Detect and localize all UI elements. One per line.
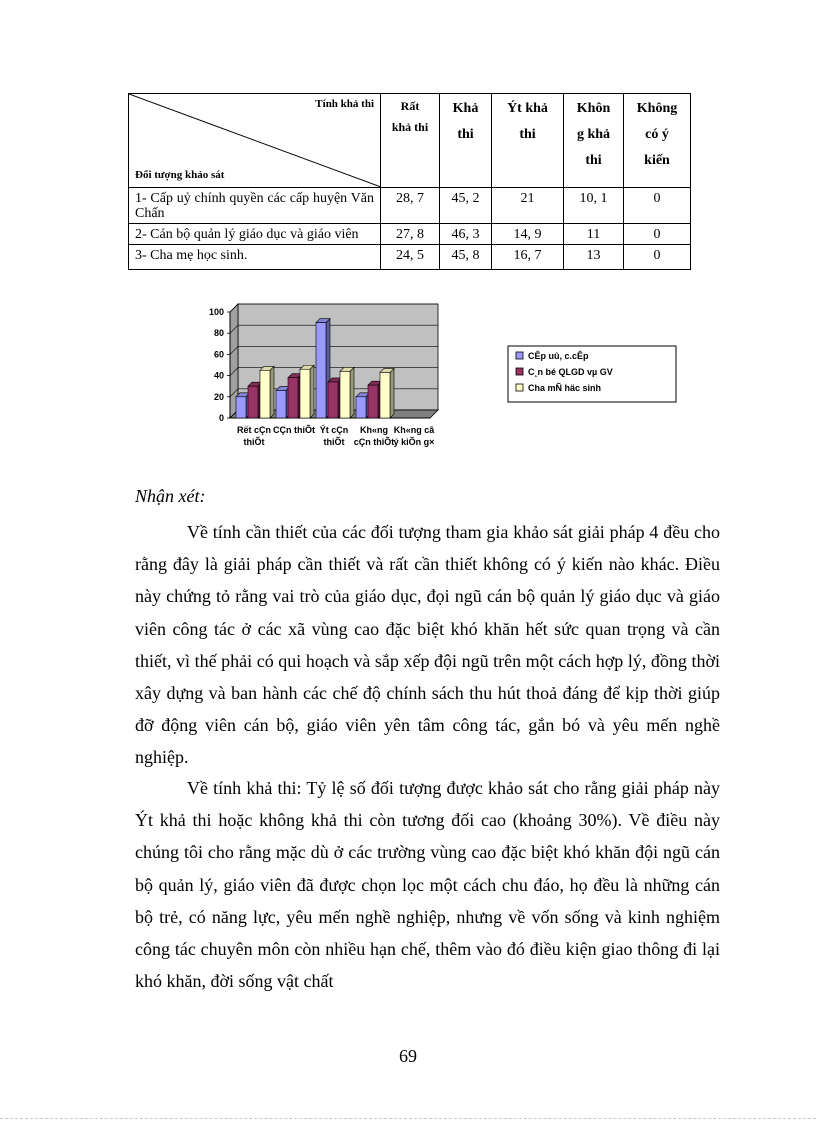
column-header-feasible: Khả thi xyxy=(440,94,492,188)
table-cell: 21 xyxy=(492,188,564,224)
table-cell: 45, 8 xyxy=(440,245,492,270)
table-row xyxy=(129,188,691,224)
table-row xyxy=(129,224,691,245)
y-tick-label: 40 xyxy=(213,370,224,381)
table-cell: 46, 3 xyxy=(440,224,492,245)
row-label: 3- Cha mẹ học sinh. xyxy=(129,245,381,270)
legend-label-1: C¸n bé QLGD vµ GV xyxy=(528,367,613,377)
bar-series0-cat3 xyxy=(356,397,366,418)
bar-side-2-0 xyxy=(270,366,274,418)
column-header-no-opinion: Không có ý kiến xyxy=(624,94,691,188)
page-number: 69 xyxy=(399,1046,417,1066)
y-tick-label: 20 xyxy=(213,391,224,402)
bar-side-2-2 xyxy=(350,367,354,418)
legend-swatch-0 xyxy=(516,352,523,359)
note-heading: Nhận xét: xyxy=(135,486,206,506)
bar-series1-cat3 xyxy=(368,385,378,418)
column-header-very-feasible: Rất khả thi xyxy=(381,94,440,188)
corner-top-label: Tính khả thi xyxy=(315,98,374,110)
paragraph-necessity: Về tính cần thiết của các đối tượng tham gia khảo sát giải pháp 4 đều cho rằng đây là giải pháp cần thiết và rất cần thiết không có ý kiến nào khác. Điều này chứng tỏ rằng vai trò của giáo dục, đọi ngũ cán bộ quản lý giáo dục và giáo viên công tác ở các xã vùng cao đặc biệt khó khăn hết sức quan trọng và cần thiết, vì thế phải có qui hoạch và sắp xếp đội ngũ trên một cách hợp lý, đồng thời xây dựng và ban hành các chế độ chính sách thu hút thoả đáng để kịp thời giúp đỡ động viên cán bộ, giáo viên yên tâm công tác, gắn bó và yêu mến nghề nghiệp. xyxy=(135,522,720,768)
row-label: 2- Cán bộ quản lý giáo dục và giáo viên xyxy=(129,224,381,245)
x-tick-label: cÇn thiÕt xyxy=(353,437,395,447)
column-header-not-feasible: Khôn g khả thi xyxy=(564,94,624,188)
page-bottom-edge xyxy=(0,1118,816,1119)
legend-swatch-2 xyxy=(516,384,523,391)
x-tick-label: CÇn thiÕt xyxy=(273,425,315,435)
x-tick-label: thiÕt xyxy=(323,437,345,447)
y-tick-label: 100 xyxy=(208,307,224,317)
bar-series2-cat2 xyxy=(340,371,350,418)
x-tick-label: Rết cÇn xyxy=(236,425,272,435)
bar-series0-cat0 xyxy=(236,397,246,418)
table-header-row xyxy=(129,94,691,188)
x-tick-label: Ýt cÇn xyxy=(319,425,349,435)
table-cell: 0 xyxy=(624,245,691,270)
bar-series2-cat0 xyxy=(260,370,270,418)
bar-side-2-1 xyxy=(310,365,314,418)
bar-series2-cat1 xyxy=(300,369,310,418)
table-cell: 27, 8 xyxy=(381,224,440,245)
feasibility-bar-chart xyxy=(190,300,690,465)
bar-series1-cat1 xyxy=(288,378,298,418)
bar-series2-cat3 xyxy=(380,372,390,418)
survey-table xyxy=(128,93,691,270)
bar-side-2-3 xyxy=(390,368,394,418)
legend-label-2: Cha mÑ häc sinh xyxy=(528,383,602,393)
table-cell: 10, 1 xyxy=(564,188,624,224)
row-label: 1- Cấp uỷ chính quyền các cấp huyện Văn Chấn xyxy=(129,188,381,224)
y-tick-label: 0 xyxy=(218,413,224,423)
x-tick-label: Kh«ng xyxy=(360,425,388,435)
bar-series0-cat1 xyxy=(276,390,286,418)
x-tick-label: Kh«ng cã xyxy=(393,425,435,435)
x-tick-label: ý kiÕn g× xyxy=(393,437,435,447)
table-cell: 16, 7 xyxy=(492,245,564,270)
bar-series1-cat2 xyxy=(328,382,338,418)
column-header-less-feasible: Ýt khả thi xyxy=(492,94,564,188)
table-row xyxy=(129,245,691,270)
table-cell: 24, 5 xyxy=(381,245,440,270)
table-cell: 45, 2 xyxy=(440,188,492,224)
legend-label-0: CÊp uû, c.cÊp xyxy=(528,351,589,361)
y-tick-label: 80 xyxy=(213,328,224,339)
table-cell: 0 xyxy=(624,188,691,224)
paragraph-feasibility: Về tính khả thi: Tỷ lệ số đối tượng được khảo sát cho rằng giải pháp này Ýt khả thi hoặc không khả thi còn tương đối cao (khoảng 30%). Về điều này chúng tôi cho rằng mặc dù ở các trường vùng cao đặc biệt khó khăn đội ngũ cán bộ quản lý, giáo viên đã được chọn lọc một cách chu đáo, họ đều là những cán bộ trẻ, có năng lực, yêu mến nghề nghiệp, nhưng về vốn sống và kinh nghiệm công tác chuyên môn còn nhiều hạn chế, thêm vào đó điều kiện giao thông đi lại khó khăn, đời sống vật chất xyxy=(135,778,720,992)
y-tick-label: 60 xyxy=(213,349,224,360)
table-cell: 0 xyxy=(624,224,691,245)
corner-bottom-label: Đối tượng khảo sát xyxy=(135,169,225,181)
bar-series1-cat0 xyxy=(248,386,258,418)
legend-swatch-1 xyxy=(516,368,523,375)
table-cell: 14, 9 xyxy=(492,224,564,245)
x-tick-label: thiÕt xyxy=(243,437,265,447)
table-cell: 11 xyxy=(564,224,624,245)
table-cell: 13 xyxy=(564,245,624,270)
table-cell: 28, 7 xyxy=(381,188,440,224)
table-corner-cell xyxy=(129,94,381,188)
bar-series0-cat2 xyxy=(316,323,326,418)
